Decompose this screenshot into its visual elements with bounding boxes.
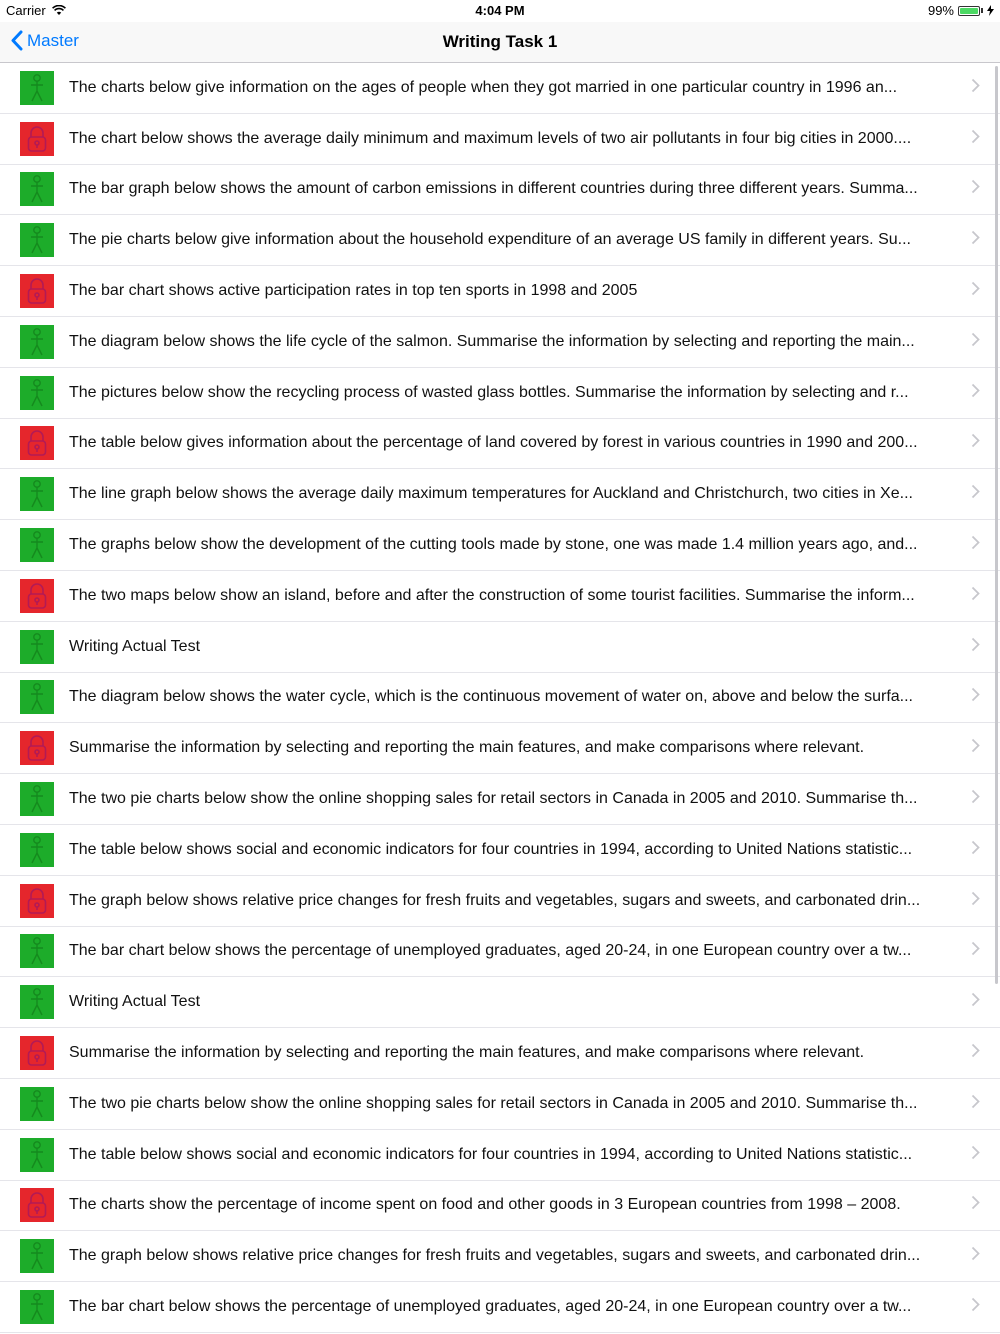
list-item[interactable]: [0, 571, 1000, 622]
chevron-right-icon: [971, 1145, 980, 1165]
list-item-label: Summarise the information by selecting and reporting the main features, and make comparisons where relevant.: [69, 739, 865, 757]
list-item[interactable]: [0, 215, 1000, 266]
person-icon: [20, 325, 54, 359]
chevron-right-icon: [971, 535, 980, 555]
person-icon: [20, 1138, 54, 1172]
list-item-label: The diagram below shows the water cycle, which is the continuous movement of water on, above and below the surfa...: [69, 688, 913, 706]
lock-icon: [20, 1188, 54, 1222]
chevron-right-icon: [971, 1195, 980, 1215]
list-item[interactable]: [0, 1028, 1000, 1079]
person-icon: [20, 172, 54, 206]
chevron-right-icon: [971, 789, 980, 809]
chevron-right-icon: [971, 586, 980, 606]
person-icon: [20, 630, 54, 664]
chevron-right-icon: [971, 484, 980, 504]
list-item-label: The two maps below show an island, before and after the construction of some tourist facilities. Summarise the inform...: [69, 586, 915, 604]
chevron-right-icon: [971, 1094, 980, 1114]
lock-icon: [20, 1036, 54, 1070]
lock-icon: [20, 884, 54, 918]
list-item-label: The pie charts below give information about the household expenditure of an average US family in different years. Su...: [69, 231, 911, 249]
list-item[interactable]: [0, 622, 1000, 673]
list-item[interactable]: [0, 114, 1000, 165]
chevron-right-icon: [971, 383, 980, 403]
list-item-label: The table below shows social and economic indicators for four countries in 1994, according to United Nations statistic...: [69, 840, 913, 858]
list-item-label: The chart below shows the average daily minimum and maximum levels of two air pollutants in four big cities in 2000....: [69, 129, 912, 147]
chevron-right-icon: [971, 992, 980, 1012]
person-icon: [20, 680, 54, 714]
lock-icon: [20, 274, 54, 308]
person-icon: [20, 376, 54, 410]
person-icon: [20, 477, 54, 511]
person-icon: [20, 833, 54, 867]
list-item-label: The line graph below shows the average daily maximum temperatures for Auckland and Christchurch, two cities in Xe...: [69, 485, 913, 503]
list-item[interactable]: [0, 927, 1000, 978]
list-item[interactable]: [0, 63, 1000, 114]
person-icon: [20, 528, 54, 562]
chevron-right-icon: [971, 332, 980, 352]
list-item[interactable]: [0, 1282, 1000, 1333]
battery-cap: [981, 8, 983, 13]
chevron-right-icon: [971, 230, 980, 250]
chevron-right-icon: [971, 840, 980, 860]
list-item-label: The bar chart shows active participation rates in top ten sports in 1998 and 2005: [69, 282, 638, 300]
lock-icon: [20, 731, 54, 765]
chevron-right-icon: [971, 1246, 980, 1266]
list-item[interactable]: [0, 368, 1000, 419]
list-item[interactable]: [0, 520, 1000, 571]
list-item-label: The bar chart below shows the percentage of unemployed graduates, aged 20-24, in one European country over a tw...: [69, 1298, 912, 1316]
list-item-label: The diagram below shows the life cycle of the salmon. Summarise the information by selecting and reporting the main...: [69, 332, 915, 350]
list-item[interactable]: [0, 419, 1000, 470]
chevron-right-icon: [971, 687, 980, 707]
person-icon: [20, 985, 54, 1019]
chevron-right-icon: [971, 1043, 980, 1063]
list-item-label: The bar chart below shows the percentage of unemployed graduates, aged 20-24, in one European country over a tw...: [69, 942, 912, 960]
person-icon: [20, 223, 54, 257]
lock-icon: [20, 122, 54, 156]
list-item[interactable]: [0, 1231, 1000, 1282]
list-item[interactable]: [0, 1130, 1000, 1181]
page-title: Writing Task 1: [442, 32, 558, 51]
person-icon: [20, 1239, 54, 1273]
lock-icon: [20, 426, 54, 460]
chevron-right-icon: [971, 738, 980, 758]
battery-percent: 99%: [927, 3, 954, 18]
person-icon: [20, 71, 54, 105]
status-time: 4:04 PM: [475, 3, 525, 18]
list-item[interactable]: [0, 266, 1000, 317]
battery-fill: [960, 8, 978, 14]
chevron-right-icon: [971, 891, 980, 911]
list-item[interactable]: [0, 723, 1000, 774]
list-item[interactable]: [0, 876, 1000, 927]
status-bar: [0, 0, 1000, 22]
chevron-right-icon: [971, 637, 980, 657]
chevron-right-icon: [971, 179, 980, 199]
scrollbar[interactable]: [995, 66, 998, 984]
list-item[interactable]: [0, 317, 1000, 368]
chevron-right-icon: [971, 281, 980, 301]
person-icon: [20, 1290, 54, 1324]
list-item[interactable]: [0, 469, 1000, 520]
list-item-label: The charts show the percentage of income spent on food and other goods in 3 European countries from 1998 – 2008.: [69, 1196, 901, 1214]
battery: [928, 3, 994, 18]
list-item[interactable]: [0, 825, 1000, 876]
list-item-label: Summarise the information by selecting and reporting the main features, and make comparisons where relevant.: [69, 1044, 865, 1062]
chevron-right-icon: [971, 78, 980, 98]
charging-bolt-icon: [987, 5, 994, 16]
list-item-label: The two pie charts below show the online shopping sales for retail sectors in Canada in 2005 and 2010. Summarise th...: [69, 1094, 918, 1112]
list-item-label: The pictures below show the recycling process of wasted glass bottles. Summarise the information by selecting and r...: [69, 383, 909, 401]
list-item[interactable]: [0, 165, 1000, 216]
list-item-label: The table below shows social and economic indicators for four countries in 1994, according to United Nations statistic...: [69, 1145, 913, 1163]
list-item-label: The graph below shows relative price changes for fresh fruits and vegetables, sugars and sweets, and carbonated drin...: [69, 891, 921, 909]
list-item-label: Writing Actual Test: [69, 637, 201, 655]
navigation-bar: [0, 22, 1000, 63]
battery-icon: [958, 6, 980, 16]
list-item[interactable]: [0, 1079, 1000, 1130]
person-icon: [20, 934, 54, 968]
list-item[interactable]: [0, 774, 1000, 825]
list-item-label: Writing Actual Test: [69, 993, 201, 1011]
list-item-label: The graphs below show the development of the cutting tools made by stone, one was made 1.4 million years ago, and...: [69, 536, 918, 554]
list-item[interactable]: [0, 1181, 1000, 1232]
chevron-right-icon: [971, 1297, 980, 1317]
task-list: [0, 63, 1000, 1334]
back-button-label: Master: [27, 30, 79, 50]
list-item-label: The graph below shows relative price changes for fresh fruits and vegetables, sugars and sweets, and carbonated drin...: [69, 1247, 921, 1265]
list-item-label: The table below gives information about the percentage of land covered by forest in various countries in 1990 and 200...: [69, 434, 918, 452]
list-item[interactable]: [0, 977, 1000, 1028]
carrier-label: Carrier: [6, 3, 46, 18]
list-item-label: The two pie charts below show the online shopping sales for retail sectors in Canada in 2005 and 2010. Summarise th...: [69, 790, 918, 808]
list-item-label: The charts below give information on the ages of people when they got married in one particular country in 1996 an...: [69, 78, 898, 96]
person-icon: [20, 1087, 54, 1121]
list-item[interactable]: [0, 673, 1000, 724]
chevron-right-icon: [971, 129, 980, 149]
list-item-label: The bar graph below shows the amount of carbon emissions in different countries during three different years. Summa...: [69, 180, 918, 198]
lock-icon: [20, 579, 54, 613]
chevron-right-icon: [971, 433, 980, 453]
person-icon: [20, 782, 54, 816]
chevron-right-icon: [971, 941, 980, 961]
